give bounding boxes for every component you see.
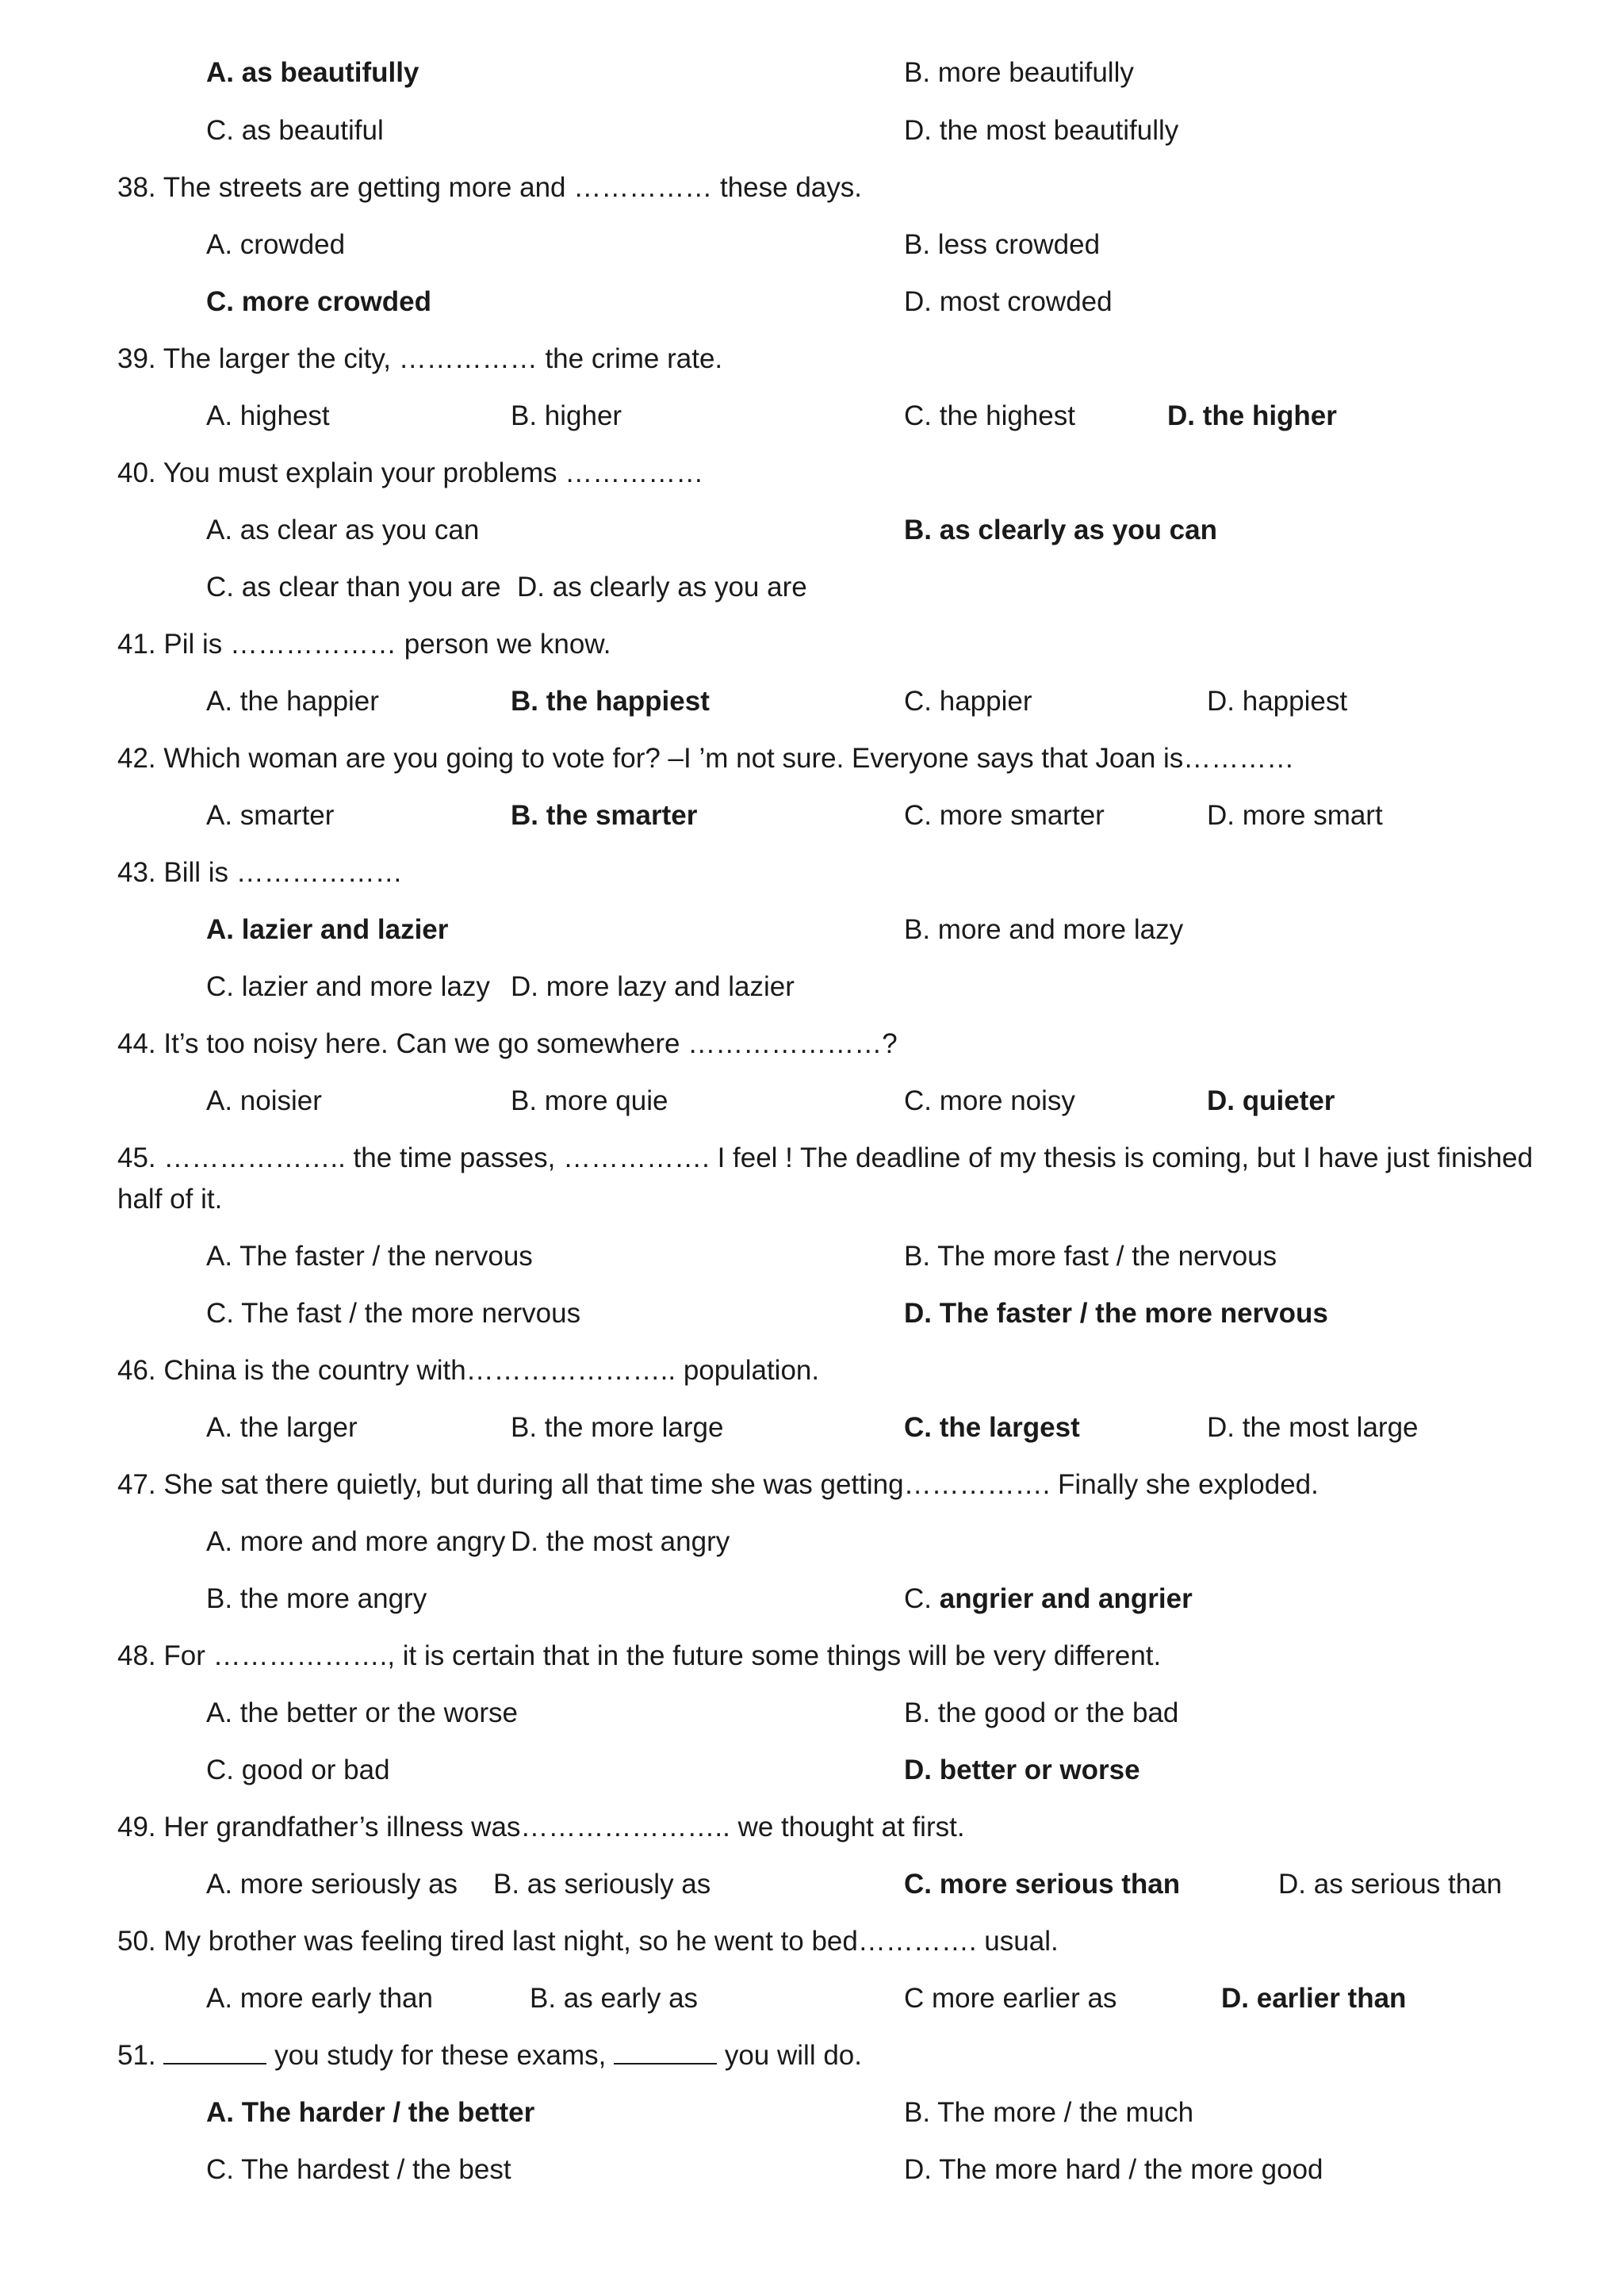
question-text: you will do.: [717, 2040, 862, 2071]
question-43: 43. Bill is ………………: [117, 857, 403, 888]
option-45a: A. The faster / the nervous: [206, 1241, 533, 1272]
option-41c: C. happier: [904, 686, 1032, 717]
option-prefix: C.: [904, 1583, 940, 1614]
question-47: 47. She sat there quietly, but during all that time she was getting……………. Finally she exploded.: [117, 1469, 1319, 1500]
option-37d: D. the most beautifully: [904, 115, 1179, 146]
question-38: 38. The streets are getting more and …………… these days.: [117, 172, 862, 203]
option-46d: D. the most large: [1207, 1412, 1419, 1443]
option-41a: A. the happier: [206, 686, 379, 717]
option-45d: D. The faster / the more nervous: [904, 1298, 1328, 1329]
option-51c: C. The hardest / the best: [206, 2154, 511, 2185]
question-text: you study for these exams,: [266, 2040, 615, 2071]
option-39b: B. higher: [511, 400, 622, 431]
option-40b: B. as clearly as you can: [904, 515, 1217, 545]
option-42d: D. more smart: [1207, 800, 1383, 831]
option-50b: B. as early as: [530, 1983, 699, 2014]
question-51: [117, 2035, 862, 2076]
question-42: 42. Which woman are you going to vote for? –I ’m not sure. Everyone says that Joan is…………: [117, 743, 1295, 774]
option-45b: B. The more fast / the nervous: [904, 1241, 1277, 1272]
option-47a: A. more and more angry: [206, 1526, 506, 1557]
question-49: 49. Her grandfather’s illness was………………….. we thought at first.: [117, 1812, 965, 1843]
option-40d: D. as clearly as you are: [517, 572, 807, 603]
option-51d: D. The more hard / the more good: [904, 2154, 1323, 2185]
question-number: 51.: [117, 2040, 164, 2071]
question-48: 48. For ………………., it is certain that in the future some things will be very different.: [117, 1640, 1162, 1671]
option-48b: B. the good or the bad: [904, 1697, 1179, 1728]
option-49a: A. more seriously as: [206, 1869, 458, 1900]
question-39: 39. The larger the city, …………… the crime rate.: [117, 343, 723, 374]
question-46: 46. China is the country with………………….. population.: [117, 1355, 820, 1386]
option-39d: D. the higher: [1167, 400, 1337, 431]
option-49c: C. more serious than: [904, 1869, 1181, 1900]
option-46c: C. the largest: [904, 1412, 1080, 1443]
option-42a: A. smarter: [206, 800, 335, 831]
option-41d: D. happiest: [1207, 686, 1348, 717]
option-43b: B. more and more lazy: [904, 914, 1184, 945]
option-37b: B. more beautifully: [904, 57, 1134, 88]
option-49b: B. as seriously as: [493, 1869, 711, 1900]
option-51a: A. The harder / the better: [206, 2097, 535, 2128]
option-39a: A. highest: [206, 400, 330, 431]
question-40: 40. You must explain your problems ……………: [117, 457, 704, 488]
option-38b: B. less crowded: [904, 229, 1101, 260]
option-46a: A. the larger: [206, 1412, 358, 1443]
option-38c: C. more crowded: [206, 286, 431, 317]
option-49d: D. as serious than: [1278, 1869, 1503, 1900]
question-45: 45. ……………….. the time passes, ……………. I feel ! The deadline of my thesis is coming, but I have just finished half of it.: [117, 1142, 1534, 1215]
option-39c: C. the highest: [904, 400, 1075, 431]
option-44b: B. more quie: [511, 1085, 668, 1116]
option-38a: A. crowded: [206, 229, 346, 260]
option-47d: D. the most angry: [511, 1526, 730, 1557]
option-43d: D. more lazy and lazier: [511, 971, 795, 1002]
option-40c: C. as clear than you are: [206, 572, 501, 603]
option-47c: [904, 1578, 1193, 1620]
option-45c: C. The fast / the more nervous: [206, 1298, 581, 1329]
option-40a: A. as clear as you can: [206, 515, 480, 545]
option-42b: B. the smarter: [511, 800, 698, 831]
answer-blank: [163, 2039, 266, 2064]
option-51b: B. The more / the much: [904, 2097, 1194, 2128]
question-50: 50. My brother was feeling tired last night, so he went to bed…………. usual.: [117, 1926, 1059, 1957]
option-48c: C. good or bad: [206, 1755, 390, 1785]
option-37a: A. as beautifully: [206, 57, 419, 88]
question-41: 41. Pil is ……………… person we know.: [117, 629, 611, 660]
option-41b: B. the happiest: [511, 686, 710, 717]
option-42c: C. more smarter: [904, 800, 1105, 831]
option-46b: B. the more large: [511, 1412, 724, 1443]
option-answer-text: angrier and angrier: [939, 1583, 1193, 1614]
option-38d: D. most crowded: [904, 286, 1113, 317]
answer-blank: [614, 2039, 717, 2064]
question-44: 44. It’s too noisy here. Can we go somewhere …………………?: [117, 1028, 898, 1059]
option-43a: A. lazier and lazier: [206, 914, 449, 945]
option-37c: C. as beautiful: [206, 115, 384, 146]
option-44c: C. more noisy: [904, 1085, 1075, 1116]
option-48a: A. the better or the worse: [206, 1697, 518, 1728]
option-44d: D. quieter: [1207, 1085, 1335, 1116]
option-44a: A. noisier: [206, 1085, 322, 1116]
option-48d: D. better or worse: [904, 1755, 1140, 1785]
option-43c: C. lazier and more lazy: [206, 971, 490, 1002]
option-47b: B. the more angry: [206, 1583, 427, 1614]
option-50d: D. earlier than: [1221, 1983, 1407, 2014]
option-50a: A. more early than: [206, 1983, 433, 2014]
option-50c: C more earlier as: [904, 1983, 1117, 2014]
